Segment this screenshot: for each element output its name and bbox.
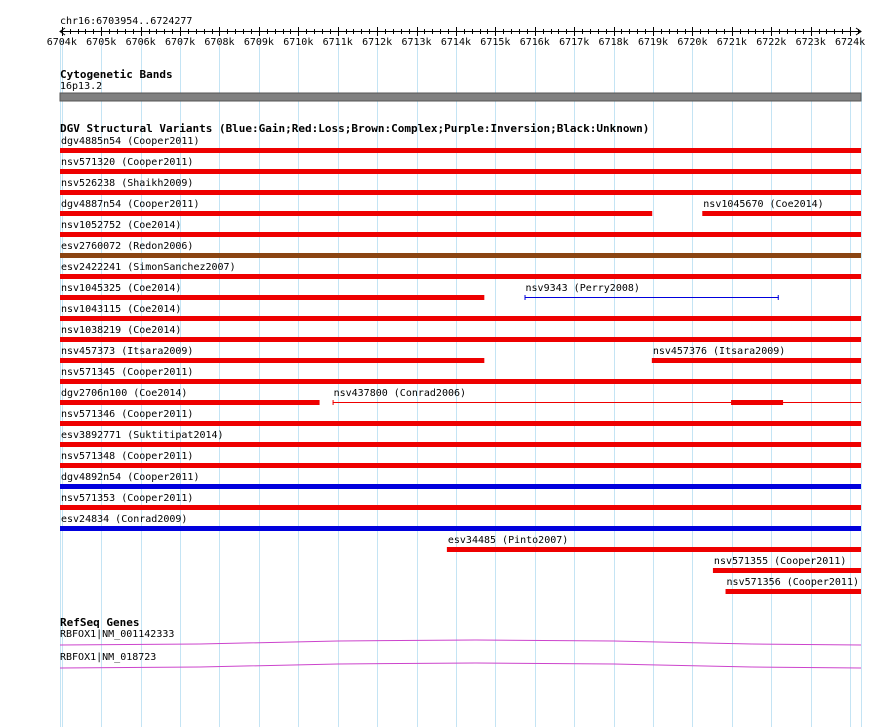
- ruler-tick-label: 6712k: [362, 37, 393, 48]
- variant-label: nsv526238 (Shaikh2009): [61, 178, 194, 189]
- dgv-track[interactable]: [60, 122, 861, 594]
- variant-bar[interactable]: [60, 526, 861, 531]
- cytoband-label: 16p13.2: [60, 81, 103, 92]
- ruler-tick-label: 6719k: [637, 37, 669, 48]
- ruler: [47, 16, 865, 48]
- variant-bar[interactable]: [60, 400, 320, 405]
- variant-bar[interactable]: [726, 589, 861, 594]
- ruler-tick-label: 6714k: [440, 37, 472, 48]
- variant-bar[interactable]: [60, 337, 861, 342]
- ruler-tick-label: 6706k: [125, 37, 156, 48]
- ruler-tick-label: 6709k: [243, 37, 274, 48]
- variant-label: esv3892771 (Suktitipat2014): [61, 430, 224, 441]
- variant-bar[interactable]: [60, 442, 861, 447]
- variant-bar[interactable]: [447, 547, 861, 552]
- variant-bar[interactable]: [702, 211, 861, 216]
- cytoband-bar[interactable]: [60, 93, 861, 101]
- variant-bar[interactable]: [60, 484, 861, 489]
- variant-label: dgv2706n100 (Coe2014): [61, 388, 188, 399]
- variant-label: nsv1045670 (Coe2014): [703, 199, 824, 210]
- cytoband-track-title: Cytogenetic Bands: [60, 68, 173, 81]
- variant-bar[interactable]: [60, 505, 861, 510]
- variant-bar[interactable]: [60, 316, 861, 321]
- variant-bar[interactable]: [60, 295, 484, 300]
- variant-label: nsv571346 (Cooper2011): [61, 409, 194, 420]
- ruler-tick-label: 6718k: [598, 37, 629, 48]
- variant-label: nsv571353 (Cooper2011): [61, 493, 194, 504]
- gene-label: RBFOX1|NM_001142333: [60, 629, 175, 640]
- variant-label: nsv457376 (Itsara2009): [652, 346, 786, 357]
- variant-bar[interactable]: [60, 148, 861, 153]
- ruler-tick-label: 6708k: [204, 37, 235, 48]
- variant-bar[interactable]: [713, 568, 861, 573]
- variant-bar[interactable]: [60, 253, 861, 258]
- variant-label: dgv4887n54 (Cooper2011): [61, 199, 200, 210]
- variant-label: nsv571320 (Cooper2011): [61, 157, 194, 168]
- variant-label: nsv9343 (Perry2008): [525, 283, 640, 294]
- variant-bar[interactable]: [652, 358, 861, 363]
- variant-bar[interactable]: [60, 421, 861, 426]
- ruler-tick-label: 6716k: [519, 37, 550, 48]
- variant-bar[interactable]: [60, 274, 861, 279]
- variant-label: nsv571356 (Cooper2011): [726, 577, 859, 588]
- variant-bar[interactable]: [60, 169, 861, 174]
- ruler-tick-label: 6717k: [559, 37, 590, 48]
- variant-label: esv34485 (Pinto2007): [447, 535, 569, 546]
- gene-label: RBFOX1|NM_018723: [60, 652, 157, 663]
- variant-label: nsv571355 (Cooper2011): [713, 556, 847, 567]
- ruler-tick-label: 6724k: [835, 37, 866, 48]
- ruler-tick-label: 6715k: [480, 37, 511, 48]
- ruler-tick-label: 6720k: [677, 37, 708, 48]
- ruler-tick-label: 6722k: [756, 37, 787, 48]
- variant-bar[interactable]: [60, 358, 484, 363]
- variant-bar[interactable]: [60, 190, 861, 195]
- variant-label: esv2422241 (SimonSanchez2007): [61, 262, 236, 273]
- ruler-tick-label: 6707k: [164, 37, 196, 48]
- ruler-tick-label: 6721k: [716, 37, 747, 48]
- variant-label: esv24834 (Conrad2009): [61, 514, 188, 525]
- variant-label: nsv571345 (Cooper2011): [61, 367, 194, 378]
- variant-label: nsv1043115 (Coe2014): [61, 304, 182, 315]
- variant-bar[interactable]: [60, 463, 861, 468]
- variant-bar[interactable]: [60, 232, 861, 237]
- ruler-tick-label: 6713k: [401, 37, 432, 48]
- ruler-tick-label: 6704k: [46, 37, 77, 48]
- refseq-track-title: RefSeq Genes: [60, 616, 140, 629]
- region-label: chr16:6703954..6724277: [60, 16, 193, 27]
- variant-label: dgv4892n54 (Cooper2011): [61, 472, 200, 483]
- variant-label: esv2760072 (Redon2006): [61, 241, 194, 252]
- variant-label: nsv1038219 (Coe2014): [61, 325, 182, 336]
- variant-label: nsv457373 (Itsara2009): [61, 346, 194, 357]
- ruler-tick-label: 6710k: [283, 37, 314, 48]
- variant-block[interactable]: [731, 400, 783, 405]
- ruler-tick-label: 6711k: [322, 37, 353, 48]
- variant-label: nsv437800 (Conrad2006): [333, 388, 467, 399]
- variant-label: nsv1052752 (Coe2014): [61, 220, 182, 231]
- variant-label: nsv1045325 (Coe2014): [61, 283, 182, 294]
- dgv-track-title: DGV Structural Variants (Blue:Gain;Red:Loss;Brown:Complex;Purple:Inversion;Black:Unknown): [60, 122, 650, 135]
- ruler-tick-label: 6705k: [86, 37, 117, 48]
- variant-label: dgv4885n54 (Cooper2011): [61, 136, 200, 147]
- variant-label: nsv571348 (Cooper2011): [61, 451, 194, 462]
- ruler-tick-label: 6723k: [795, 37, 826, 48]
- variant-bar[interactable]: [60, 211, 652, 216]
- variant-bar[interactable]: [60, 379, 861, 384]
